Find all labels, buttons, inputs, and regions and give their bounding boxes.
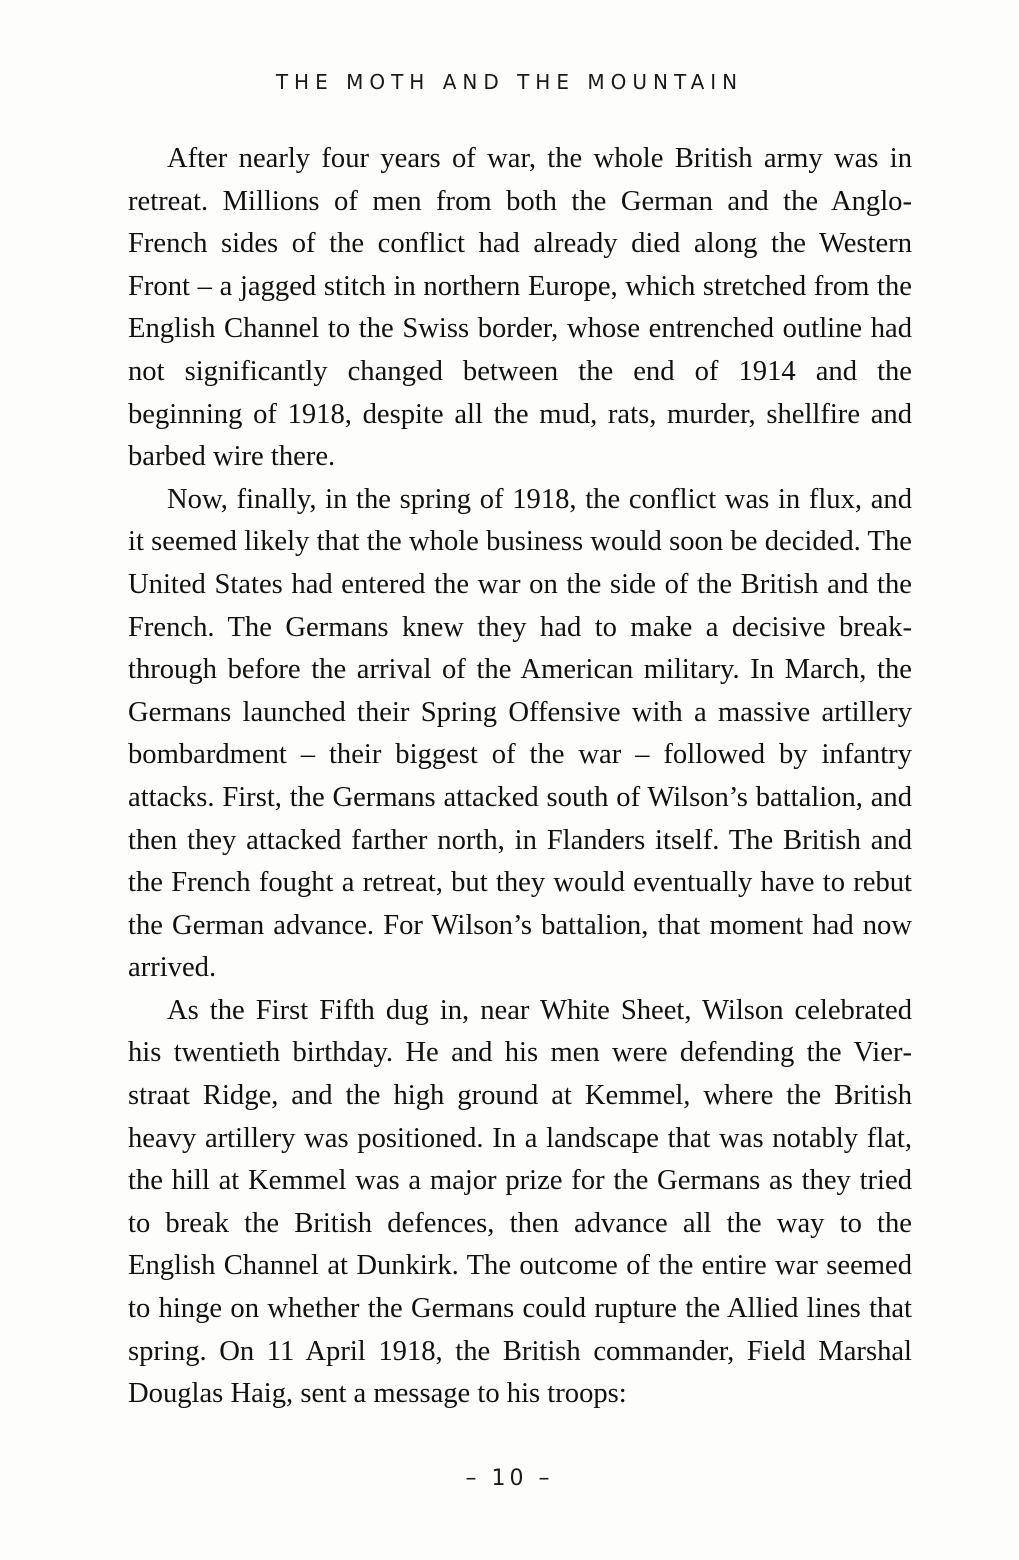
page-number: – 10 – [465, 1466, 554, 1491]
paragraph-1: After nearly four years of war, the whole British army was in retreat. Millions of men from both the German and the Anglo-French sides of the conflict had already died along the Western Front – a jagged stitch in northern Europe, which stretched from the English Channel to the Swiss border, whose entrenched outline had not significantly changed between the end of 1914 and the beginning of 1918, despite all the mud, rats, murder, shellfire and barbed wire there. [128, 143, 912, 473]
paragraph-3: As the First Fifth dug in, near White Sheet, Wilson celebrated his twentieth birthday. He and his men were defending the Vierstraat Ridge, and the high ground at Kemmel, where the British heavy artillery was positioned. In a landscape that was notably flat, the hill at Kemmel was a major prize for the Germans as they tried to break the British defences, then advance all the way to the English Channel at Dunkirk. The outcome of the entire war seemed to hinge on whether the Germans could rupture the Allied lines that spring. On 11 April 1918, the British commander, Field Marshal Douglas Haig, sent a message to his troops: [128, 994, 912, 1410]
running-head: THE MOTH AND THE MOUNTAIN [275, 70, 744, 94]
paragraph-2: Now, finally, in the spring of 1918, the conflict was in flux, and it seemed likely that the whole business would soon be decided. The United States had entered the war on the side of the British and the French. The Germans knew they had to make a decisive breakthrough before the arrival of the American military. In March, the Germans launched their Spring Offensive with a massive artillery bombardment – their biggest of the war – followed by infantry attacks. First, the Germans attacked south of Wilson’s battalion, and then they attacked farther north, in Flanders itself. The British and the French fought a retreat, but they would eventually have to rebut the German advance. For Wilson’s battalion, that moment had now arrived. [128, 483, 912, 984]
body-text [128, 138, 912, 1416]
